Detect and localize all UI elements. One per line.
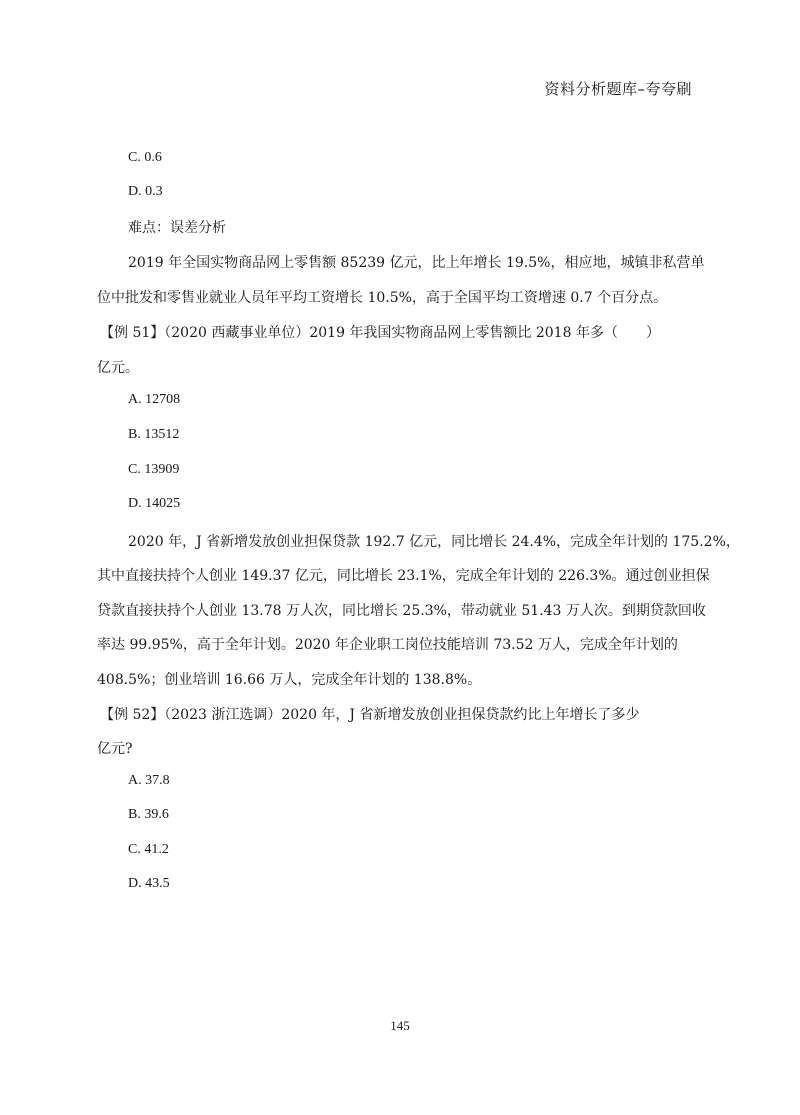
question-stem: 【例 52】（2023 浙江选调）2020 年，J 省新增发放创业担保贷款约比上年增长了多少 [100,707,640,723]
passage-line: 2019 年全国实物商品网上零售额 85239 亿元，比上年增长 19.5%，相应地，城镇非私营单 [128,255,705,271]
option-c: C. 41.2 [128,842,169,857]
question-stem: 【例 51】（2020 西藏事业单位）2019 年我国实物商品网上零售额比 2018 年多（ ） [100,325,660,341]
passage-line: 率达 99.95%，高于全年计划。2020 年企业职工岗位技能培训 73.52 万人，完成全年计划的 [97,637,678,653]
option-d: D. 0.3 [128,184,163,199]
page-number: 145 [390,1018,410,1033]
option-d: D. 43.5 [128,876,170,891]
option-d: D. 14025 [128,496,181,511]
option-a: A. 12708 [128,392,181,407]
option-c: C. 0.6 [128,150,162,165]
passage-line: 408.5%；创业培训 16.66 万人，完成全年计划的 138.8%。 [97,672,482,688]
passage-line: 2020 年，J 省新增发放创业担保贷款 192.7 亿元，同比增长 24.4%，完成全年计划的 175.2%， [128,534,740,550]
question-stem: 亿元? [97,741,133,757]
difficulty-note: 难点：误差分析 [128,220,226,236]
running-header: 资料分析题库–夸夸刷 [544,80,692,98]
option-a: A. 37.8 [128,773,170,788]
passage-line: 贷款直接扶持个人创业 13.78 万人次，同比增长 25.3%，带动就业 51.43 万人次。到期贷款回收 [97,603,706,619]
option-b: B. 13512 [128,427,180,442]
question-stem: 亿元。 [97,360,139,376]
option-b: B. 39.6 [128,807,169,822]
passage-line: 位中批发和零售业就业人员年平均工资增长 10.5%，高于全国平均工资增速 0.7 个百分点。 [97,290,668,306]
option-c: C. 13909 [128,462,180,477]
passage-line: 其中直接扶持个人创业 149.37 亿元，同比增长 23.1%，完成全年计划的 226.3%。通过创业担保 [97,568,710,584]
